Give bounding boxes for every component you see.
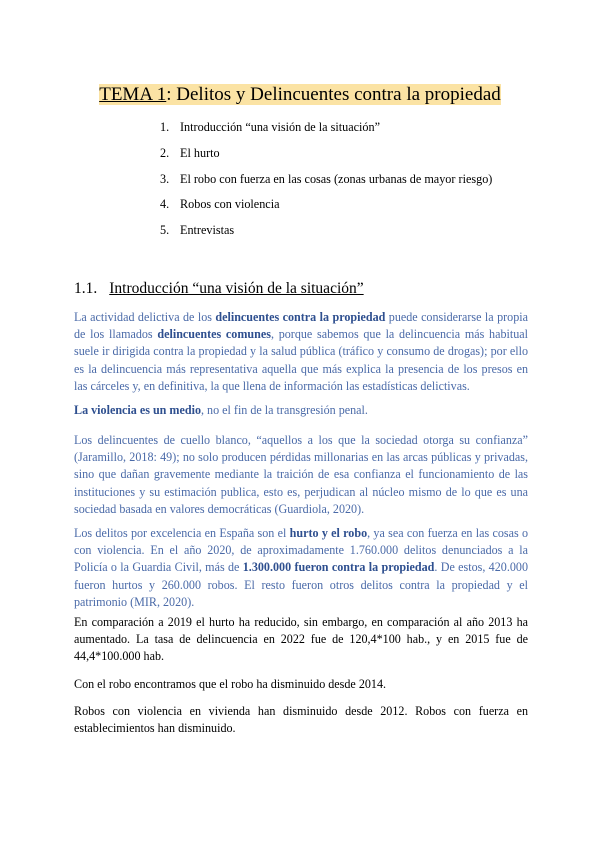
section-title: Introducción “una visión de la situación” [109,280,364,297]
paragraph-7: Robos con violencia en vivienda han disminuido desde 2012. Robos con fuerza en establecimientos han disminuido. [74,704,528,736]
toc-item: 4. Robos con violencia [160,197,280,212]
page-title [0,84,600,106]
paragraph-4: Los delitos por excelencia en España son el hurto y el robo, ya sea con fuerza en las cosas o con violencia. En el año 2020, de aproximadamente 1.760.000 delitos denunciados a la Policía o la Guardia Civil, más de 1.300.000 fueron contra la propiedad. De estos, 420.000 fueron hurtos y 260.000 robos. El resto fueron otros delitos contra la propiedad y el patrimonio (MIR, 2020). [74,526,528,609]
title-colon: : [166,84,177,105]
toc-item: 2. El hurto [160,145,220,160]
paragraph-1: La actividad delictiva de los delincuentes contra la propiedad puede considerarse la propia de los llamados delincuentes comunes, porque sabemos que la delincuencia más habitual suele ir dirigida contra la propiedad y la salud pública (tráfico y consumo de drogas); por ello es la delincuencia más representativa aquella que más explica la presencia de los presos en las cárceles y, en definitiva, la que llena de información las estadísticas delictivas. [74,310,529,393]
paragraph-2: La violencia es un medio, no el fin de la transgresión penal. [74,403,368,417]
title-text: Delitos y Delincuentes contra la propiedad [176,84,501,105]
title-number: TEMA 1 [99,84,167,105]
section-heading [74,280,364,298]
toc-item: 5. Entrevistas [160,223,235,238]
toc-item: 1. Introducción “una visión de la situación” [160,120,381,134]
toc-item: 3. El robo con fuerza en las cosas (zonas urbanas de mayor riesgo) [160,171,493,186]
paragraph-5: En comparación a 2019 el hurto ha reducido, sin embargo, en comparación al año 2013 ha aumentado. La tasa de delincuencia en 2022 fue de 120,4*100 hab., y en 2015 fue de 44,4*100.000 hab. [74,615,528,664]
table-of-contents [160,119,492,248]
paragraph-3: Los delincuentes de cuello blanco, “aquellos a los que la sociedad otorga su confianza” (Jaramillo, 2018: 49); no solo producen pérdidas millonarias en las arcas públicas y privadas, sino que dañan gravemente mediante la traición de esa confianza el funcionamiento de las instituciones y su estimación publica, esto es, perjudican al núcleo mismo de lo que es una sociedad basada en valores democráticas (Guardiola, 2020). [74,433,528,516]
paragraph-6: Con el robo encontramos que el robo ha disminuido desde 2014. [74,677,387,691]
section-number: 1.1. [74,280,98,297]
